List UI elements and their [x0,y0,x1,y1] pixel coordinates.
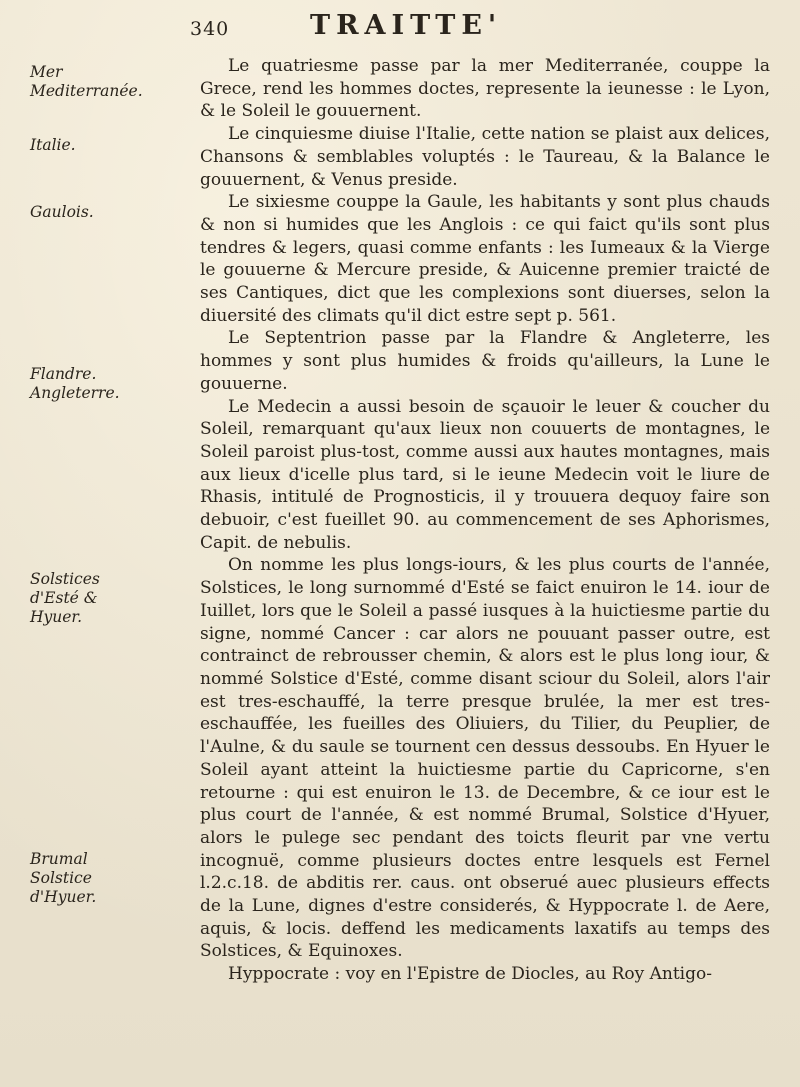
paragraph-solstices: On nomme les plus longs-iours, & les plus courts de l'année, Solstices, le long surnommé d'Esté se faict enuiron le 14. iour de Iuillet, lors que le Soleil a passé iusques à la huictiesme partie du signe, nommé Cancer : car alors ne pouuant passer outre, est contrainct de rebrousser chemin, & alors est le plus long iour, & nommé Solstice d'Esté, comme disant sciour du Soleil, alors l'air est tres-eschauffé, la terre presque brulée, la mer est tres-eschauffée, les fueilles des Oliuiers, du Tilier, du Peuplier, de l'Aulne, & du saule se tournent cen dessus dessoubs. En Hyuer le Soleil ayant atteint la huictiesme partie du Capricorne, s'en retourne : qui est enuiron le 13. de Decembre, & ce iour est le plus court de l'année, & est nommé Brumal, Solstice d'Hyuer, alors le pulege sec pendant des toicts fleurit par vne vertu incognuë, comme plusieurs doctes entre lesquels est Fernel l.2.c.18. de abditis rer. caus. ont obserué auec plusieurs effects de la Lune, dignes d'estre considerés, & Hyppocrate l. de Aere, aquis, & locis. deffend les medicaments laxatifs au temps des Solstices, & Equinoxes. [200,555,770,962]
margin-note-brumal: Brumal Solstice d'Hyuer. [30,850,97,906]
margin-note-gaulois: Gaulois. [30,203,94,221]
paragraph-medecin: Le Medecin a aussi besoin de sçauoir le leuer & coucher du Soleil, remarquant qu'aux lieux non couuerts de montagnes, le Soleil paroist plus-tost, comme aussi aux hautes montagnes, mais aux lieux d'icelle plus tard, si le ieune Medecin voit le liure de Rhasis, intitulé de Prognosticis, il y trouuera dequoy faire son debuoir, c'est fueillet 90. au commencement de ses Aphorismes, Capit. de nebulis. [200,396,770,553]
margin-note-mer-mediterranee: Mer Mediterranée. [30,63,143,100]
margin-note-italie: Italie. [30,136,76,154]
margin-note-solstices: Solstices d'Esté & Hyuer. [30,570,100,626]
running-title: TRAITTE' [310,10,503,41]
page-number: 340 [190,18,230,40]
margin-note-flandre: Flandre. Angleterre. [30,365,120,402]
margin-notes [0,0,180,1087]
paragraph-cinquiesme: Le cinquiesme diuise l'Italie, cette nation se plaist aux delices, Chansons & semblables voluptés : le Taureau, & la Balance le gouuernent, & Venus preside. [200,124,770,190]
paragraph-septentrion: Le Septentrion passe par la Flandre & Angleterre, les hommes y sont plus humides & froids qu'ailleurs, la Lune le gouuerne. [200,328,770,394]
paragraph-sixiesme: Le sixiesme couppe la Gaule, les habitants y sont plus chauds & non si humides que les Anglois : ce qui faict qu'ils sont plus tendres & legers, quasi comme enfants : les Iumeaux & la Vierge le gouuerne & Mercure preside, & Auicenne premier traicté de ses Cantiques, dict que les complexions sont diuerses, selon la diuersité des climats qu'il dict estre sept p. 561. [200,192,770,326]
body-text [200,55,770,986]
paragraph-hyppocrate: Hyppocrate : voy en l'Epistre de Diocles, au Roy Antigo- [228,964,712,985]
paragraph-quatriesme: Le quatriesme passe par la mer Mediterranée, couppe la Grece, rend les hommes doctes, represente la ieunesse : le Lyon, & le Soleil le gouuernent. [200,56,770,122]
